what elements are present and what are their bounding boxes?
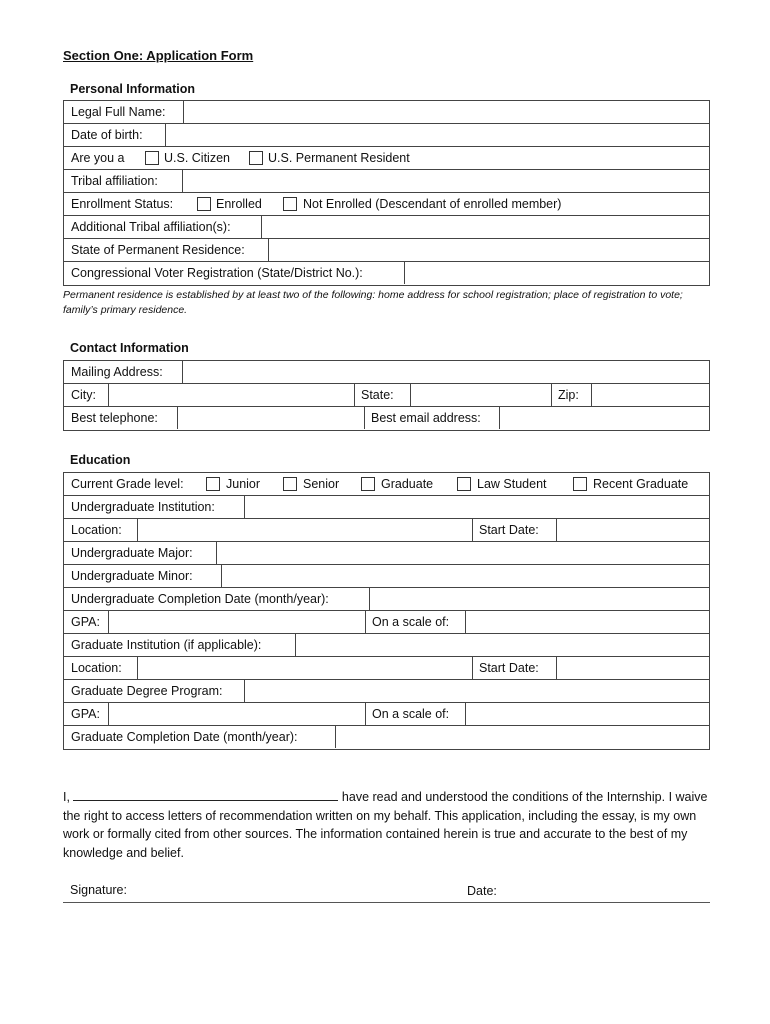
ug-completion-row [64, 588, 709, 611]
ug-institution-field[interactable] [245, 496, 710, 518]
date-label: Date: [467, 884, 497, 898]
grad-program-row [64, 680, 709, 703]
grade-level-row [64, 473, 709, 496]
law-student-label: Law Student [477, 477, 547, 491]
state-residence-field[interactable] [269, 239, 710, 261]
applicant-name-blank[interactable] [73, 788, 338, 801]
personal-heading: Personal Information [70, 82, 196, 96]
state-residence-label: State of Permanent Residence: [71, 243, 245, 257]
dob-label: Date of birth: [71, 128, 143, 142]
ug-gpa-field[interactable] [109, 611, 364, 633]
grad-scale-field[interactable] [466, 703, 710, 725]
phone-field[interactable] [178, 407, 363, 429]
certification-prefix: I, [63, 790, 70, 804]
education-table [63, 472, 710, 750]
tribal-row [64, 170, 709, 193]
ug-institution-label: Undergraduate Institution: [71, 500, 215, 514]
certification-body: I waive the right to access letters of recommendation written on my behalf. This application, including the essay, is my own work or formally cited from other sources. The information contained herein is true and accurate to the best of my knowledge and belief. [63, 790, 708, 860]
ug-major-row [64, 542, 709, 565]
ug-location-row [64, 519, 709, 542]
recent-graduate-checkbox[interactable] [573, 477, 587, 491]
email-label: Best email address: [371, 411, 481, 425]
ug-scale-label: On a scale of: [372, 615, 450, 629]
dob-field[interactable] [166, 124, 710, 146]
legal-name-row [64, 101, 709, 124]
us-citizen-checkbox[interactable] [145, 151, 159, 165]
ug-minor-row [64, 565, 709, 588]
ug-gpa-row [64, 611, 709, 634]
enrolled-checkbox[interactable] [197, 197, 211, 211]
email-field[interactable] [500, 407, 710, 429]
enrolled-label: Enrolled [216, 197, 262, 211]
tribal-affiliation-field[interactable] [183, 170, 710, 192]
permanent-resident-label: U.S. Permanent Resident [268, 151, 410, 165]
not-enrolled-checkbox[interactable] [283, 197, 297, 211]
not-enrolled-label: Not Enrolled (Descendant of enrolled member) [303, 197, 562, 211]
grad-scale-label: On a scale of: [372, 707, 450, 721]
legal-name-field[interactable] [184, 101, 710, 123]
voter-registration-label: Congressional Voter Registration (State/District No.): [71, 266, 363, 280]
graduate-checkbox[interactable] [361, 477, 375, 491]
grade-level-label: Current Grade level: [71, 477, 184, 491]
ug-start-date-label: Start Date: [479, 523, 539, 537]
grad-location-row [64, 657, 709, 680]
ug-completion-label: Undergraduate Completion Date (month/year): [71, 592, 329, 606]
grad-program-label: Graduate Degree Program: [71, 684, 223, 698]
grad-institution-row [64, 634, 709, 657]
additional-tribal-row [64, 216, 709, 239]
citizenship-row [64, 147, 709, 170]
ug-location-label: Location: [71, 523, 122, 537]
ug-major-field[interactable] [217, 542, 710, 564]
are-you-a-label: Are you a [71, 151, 125, 165]
grad-institution-label: Graduate Institution (if applicable): [71, 638, 262, 652]
ug-major-label: Undergraduate Major: [71, 546, 193, 560]
dob-row [64, 124, 709, 147]
enrollment-row [64, 193, 709, 216]
tribal-affiliation-label: Tribal affiliation: [71, 174, 158, 188]
certification-line1: have read and understood the conditions of the Internship. [341, 790, 666, 804]
contact-info-table [63, 360, 710, 431]
grad-completion-row [64, 726, 709, 749]
grad-program-field[interactable] [245, 680, 710, 702]
ug-minor-field[interactable] [222, 565, 710, 587]
zip-label: Zip: [558, 388, 579, 402]
enrollment-status-label: Enrollment Status: [71, 197, 174, 211]
junior-label: Junior [226, 477, 261, 491]
junior-checkbox[interactable] [206, 477, 220, 491]
city-label: City: [71, 388, 96, 402]
mailing-field[interactable] [183, 361, 710, 383]
permanent-resident-checkbox[interactable] [249, 151, 263, 165]
ug-completion-field[interactable] [370, 588, 710, 610]
state-field[interactable] [411, 384, 550, 406]
signature-field[interactable] [142, 902, 460, 903]
ug-start-date-field[interactable] [557, 519, 710, 541]
state-residence-row [64, 239, 709, 262]
phone-label: Best telephone: [71, 411, 158, 425]
ug-location-field[interactable] [138, 519, 471, 541]
signature-label: Signature: [70, 883, 127, 897]
grad-completion-label: Graduate Completion Date (month/year): [71, 730, 298, 744]
recent-graduate-label: Recent Graduate [593, 477, 689, 491]
certification-statement [63, 788, 713, 862]
ug-minor-label: Undergraduate Minor: [71, 569, 193, 583]
law-student-checkbox[interactable] [457, 477, 471, 491]
ug-institution-row [64, 496, 709, 519]
contact-heading: Contact Information [70, 341, 189, 355]
us-citizen-label: U.S. Citizen [164, 151, 230, 165]
residence-note: Permanent residence is established by at least two of the following: home address for school registration; place of registration to vote; family’s primary residence. [63, 289, 683, 316]
grad-gpa-label: GPA: [71, 707, 100, 721]
ug-gpa-label: GPA: [71, 615, 100, 629]
senior-checkbox[interactable] [283, 477, 297, 491]
additional-tribal-label: Additional Tribal affiliation(s): [71, 220, 231, 234]
voter-registration-field[interactable] [405, 262, 710, 284]
voter-registration-row [64, 262, 709, 285]
personal-info-table [63, 100, 710, 286]
form-title: Section One: Application Form [63, 48, 254, 63]
grad-gpa-row [64, 703, 709, 726]
grad-completion-field[interactable] [336, 726, 710, 748]
grad-institution-field[interactable] [296, 634, 710, 656]
city-row [64, 384, 709, 407]
state-label: State: [361, 388, 394, 402]
education-heading: Education [70, 453, 131, 467]
grad-location-label: Location: [71, 661, 122, 675]
phone-email-row [64, 407, 709, 430]
senior-label: Senior [303, 477, 340, 491]
grad-start-date-label: Start Date: [479, 661, 539, 675]
date-field[interactable] [510, 902, 710, 903]
grad-location-field[interactable] [138, 657, 471, 679]
grad-start-date-field[interactable] [557, 657, 710, 679]
zip-field[interactable] [592, 384, 710, 406]
grad-gpa-field[interactable] [109, 703, 364, 725]
mailing-label: Mailing Address: [71, 365, 163, 379]
ug-scale-field[interactable] [466, 611, 710, 633]
legal-name-label: Legal Full Name: [71, 105, 166, 119]
mailing-row [64, 361, 709, 384]
graduate-label: Graduate [381, 477, 434, 491]
additional-tribal-field[interactable] [262, 216, 710, 238]
city-field[interactable] [109, 384, 353, 406]
